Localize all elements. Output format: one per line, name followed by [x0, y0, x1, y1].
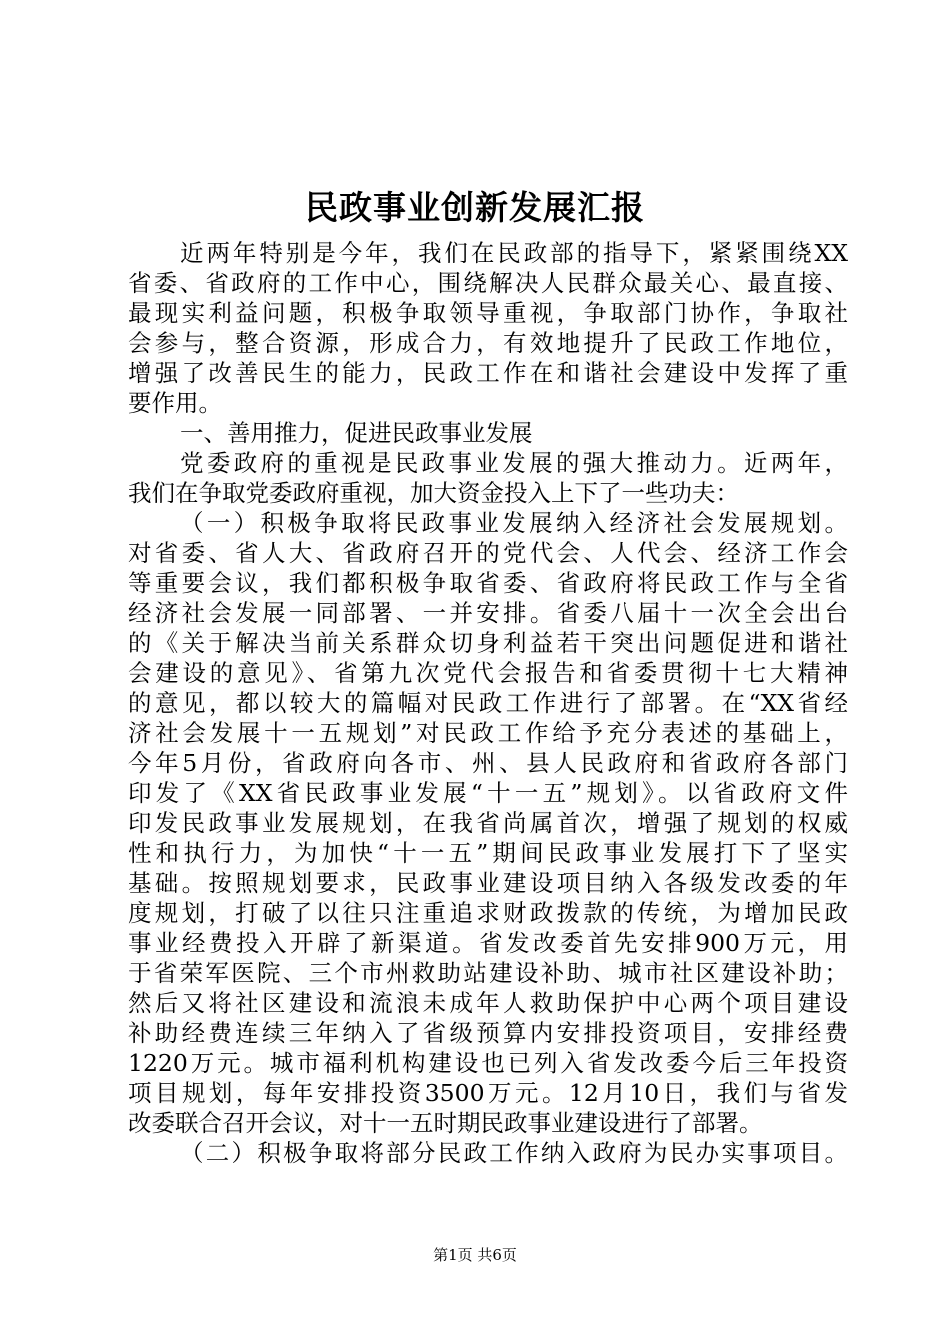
text-line: 的《关于解决当前关系群众切身利益若干突出问题促进和谐社: [128, 629, 848, 657]
text-line: 济社会发展十一五规划”对民政工作给予充分表述的基础上，: [128, 719, 848, 747]
text-line: 省委、省政府的工作中心，围绕解决人民群众最关心、最直接、: [128, 269, 848, 297]
text-line: 的意见，都以较大的篇幅对民政工作进行了部署。在“XX省经: [128, 689, 848, 717]
text-line: 印发了《XX省民政事业发展“十一五”规划》。以省政府文件: [128, 779, 848, 807]
text-line: 改委联合召开会议，对十一五时期民政事业建设进行了部署。: [128, 1109, 763, 1137]
text-line: 会参与，整合资源，形成合力，有效地提升了民政工作地位，: [128, 329, 848, 357]
text-line: 一、善用推力，促进民政事业发展: [180, 419, 533, 447]
page-number: 第1页 共6页: [433, 1246, 517, 1264]
text-line: 对省委、省人大、省政府召开的党代会、人代会、经济工作会: [128, 539, 848, 567]
text-line: 基础。按照规划要求，民政事业建设项目纳入各级发改委的年: [128, 869, 848, 897]
text-line: 1220万元。城市福利机构建设也已列入省发改委今后三年投资: [128, 1049, 848, 1077]
text-line: 事业经费投入开辟了新渠道。省发改委首先安排900万元，用: [128, 929, 848, 957]
text-line: 印发民政事业发展规划，在我省尚属首次，增强了规划的权威: [128, 809, 848, 837]
text-line: 增强了改善民生的能力，民政工作在和谐社会建设中发挥了重: [128, 359, 848, 387]
text-line: 党委政府的重视是民政事业发展的强大推动力。近两年，: [180, 449, 848, 477]
text-line: 我们在争取党委政府重视，加大资金投入上下了一些功夫：: [128, 479, 739, 507]
text-line: 近两年特别是今年，我们在民政部的指导下，紧紧围绕XX: [180, 239, 848, 267]
document-body: [128, 238, 848, 1168]
document-title: 民政事业创新发展汇报: [305, 188, 645, 227]
text-line: 于省荣军医院、三个市州救助站建设补助、城市社区建设补助；: [128, 959, 848, 987]
text-line: 项目规划，每年安排投资3500万元。12月10日，我们与省发: [128, 1079, 848, 1107]
text-line: 等重要会议，我们都积极争取省委、省政府将民政工作与全省: [128, 569, 848, 597]
text-line: 经济社会发展一同部署、一并安排。省委八届十一次全会出台: [128, 599, 848, 627]
text-line: 性和执行力，为加快“十一五”期间民政事业发展打下了坚实: [128, 839, 848, 867]
text-line: （二）积极争取将部分民政工作纳入政府为民办实事项目。: [180, 1139, 848, 1167]
text-line: 今年5月份，省政府向各市、州、县人民政府和省政府各部门: [128, 749, 848, 777]
text-line: 要作用。: [128, 389, 222, 417]
text-line: 度规划，打破了以往只注重追求财政拨款的传统，为增加民政: [128, 899, 848, 927]
text-line: 会建设的意见》、省第九次党代会报告和省委贯彻十七大精神: [128, 659, 848, 687]
text-line: 然后又将社区建设和流浪未成年人救助保护中心两个项目建设: [128, 989, 848, 1017]
text-line: 最现实利益问题，积极争取领导重视，争取部门协作，争取社: [128, 299, 848, 327]
text-line: （一）积极争取将民政事业发展纳入经济社会发展规划。: [180, 509, 848, 537]
text-line: 补助经费连续三年纳入了省级预算内安排投资项目，安排经费: [128, 1019, 848, 1047]
